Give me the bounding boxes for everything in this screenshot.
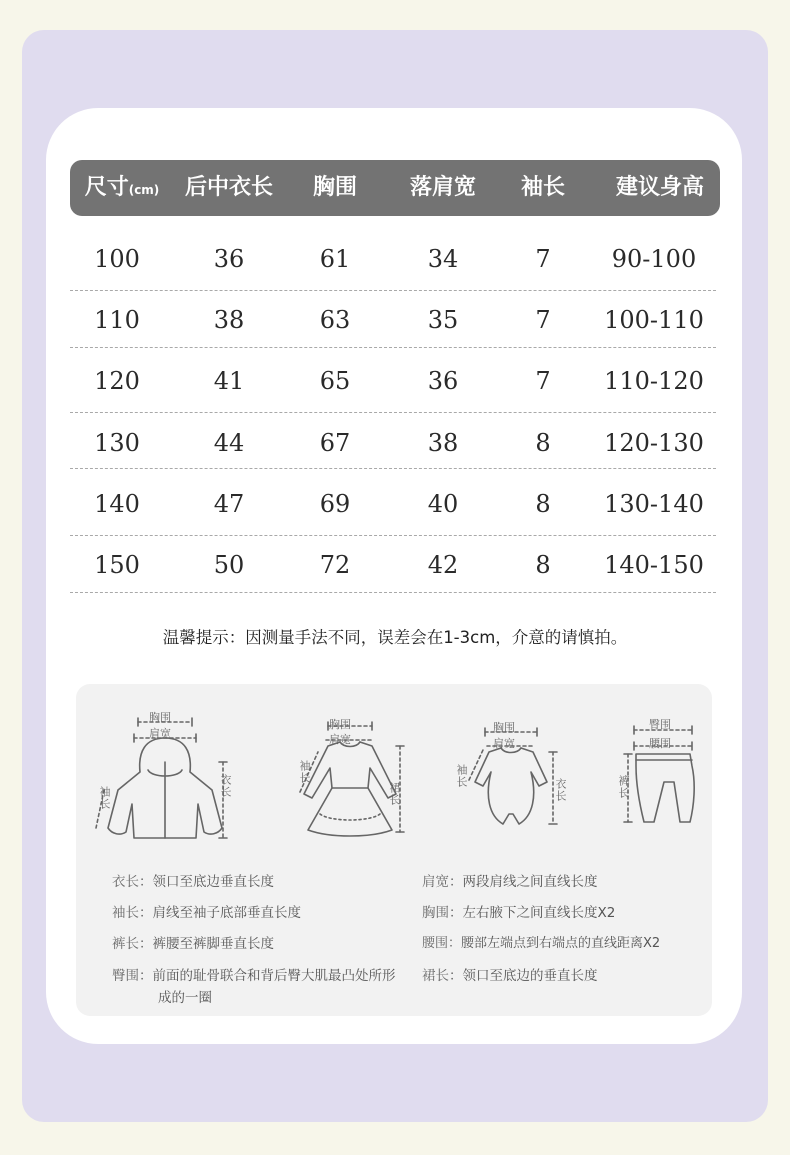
cell-size: 120: [94, 367, 140, 395]
romper-label-length: 衣长: [554, 778, 567, 802]
definition-item: 腰围：腰部左端点到右端点的直线距离X2: [422, 936, 661, 951]
header-sleeve: 袖长: [520, 175, 565, 200]
jacket-label-chest: 胸围: [149, 711, 171, 724]
cell-sleeve: 7: [535, 245, 551, 273]
cell-height: 90-100: [611, 245, 697, 273]
cell-back-length: 47: [213, 490, 245, 518]
definition-item: 胸围：左右腋下之间直线长度X2: [422, 905, 616, 921]
row-divider: [70, 347, 716, 348]
cell-back-length: 50: [213, 551, 245, 579]
definition-item: 裤长：裤腰至裤脚垂直长度: [112, 936, 274, 952]
cell-back-length: 41: [213, 367, 245, 395]
romper-label-shoulder: 肩宽: [493, 737, 515, 750]
cell-sleeve: 8: [535, 551, 551, 579]
row-divider: [70, 468, 716, 469]
header-shoulder: 落肩宽: [409, 175, 476, 200]
cell-height: 130-140: [604, 490, 704, 518]
cell-chest: 65: [319, 367, 351, 395]
cell-chest: 63: [319, 306, 351, 334]
cell-sleeve: 8: [535, 490, 551, 518]
jacket-label-length: 衣长: [219, 774, 232, 798]
dress-label-sleeve: 袖长: [298, 760, 311, 784]
definition-item: 袖长：肩线至袖子底部垂直长度: [112, 905, 301, 921]
definition-item: 裙长：领口至底边的垂直长度: [422, 968, 598, 984]
cell-height: 140-150: [604, 551, 704, 579]
cell-height: 120-130: [604, 429, 704, 457]
dress-label-chest: 胸围: [329, 718, 351, 731]
table-row: [70, 351, 720, 411]
table-row: [70, 474, 720, 534]
cell-size: 130: [94, 429, 140, 457]
table-header: [70, 160, 720, 216]
pants-label-pants-length: 裤长: [617, 775, 630, 799]
definition-item: 衣长：领口至底边垂直长度: [112, 874, 274, 890]
cell-size: 100: [94, 245, 140, 273]
cell-sleeve: 7: [535, 306, 551, 334]
cell-chest: 67: [319, 429, 351, 457]
cell-size: 140: [94, 490, 140, 518]
header-back-length: 后中衣长: [184, 175, 273, 200]
cell-shoulder: 36: [427, 367, 459, 395]
cell-back-length: 44: [213, 429, 245, 457]
cell-chest: 69: [319, 490, 351, 518]
header-size: 尺寸(cm): [84, 175, 160, 200]
cell-shoulder: 34: [427, 245, 459, 273]
romper-label-chest: 胸围: [493, 721, 515, 734]
cell-size: 150: [94, 551, 140, 579]
cell-sleeve: 8: [535, 429, 551, 457]
cell-back-length: 38: [213, 306, 245, 334]
cell-shoulder: 35: [427, 306, 459, 334]
jacket-label-sleeve: 袖长: [98, 786, 111, 810]
table-row: [70, 290, 720, 350]
measurement-tip: 温馨提示：因测量手法不同，误差会在1-3cm，介意的请慎拍。: [162, 628, 628, 647]
definition-item: 肩宽：两段肩线之间直线长度: [422, 874, 598, 890]
cell-shoulder: 42: [427, 551, 459, 579]
cell-chest: 61: [319, 245, 351, 273]
cell-height: 110-120: [604, 367, 704, 395]
table-row: [70, 535, 720, 595]
cell-chest: 72: [319, 551, 351, 579]
romper-label-sleeve: 袖长: [455, 764, 468, 788]
cell-sleeve: 7: [535, 367, 551, 395]
cell-height: 100-110: [604, 306, 704, 334]
dress-label-shoulder: 肩宽: [329, 733, 351, 746]
cell-shoulder: 40: [427, 490, 459, 518]
cell-size: 110: [94, 306, 140, 334]
header-chest: 胸围: [312, 175, 357, 200]
jacket-label-shoulder: 肩宽: [149, 727, 171, 740]
pants-label-waist: 腰围: [649, 737, 671, 750]
definition-item: 臀围：前面的耻骨联合和背后臀大肌最凸处所形成的一圈: [112, 968, 396, 1006]
cell-shoulder: 38: [427, 429, 459, 457]
table-row: [70, 229, 720, 289]
cell-back-length: 36: [213, 245, 245, 273]
pants-label-hip: 臀围: [649, 718, 671, 731]
table-row: [70, 413, 720, 473]
row-divider: [70, 592, 716, 593]
dress-label-skirt-length: 裙长: [388, 782, 401, 806]
header-height: 建议身高: [615, 175, 704, 200]
